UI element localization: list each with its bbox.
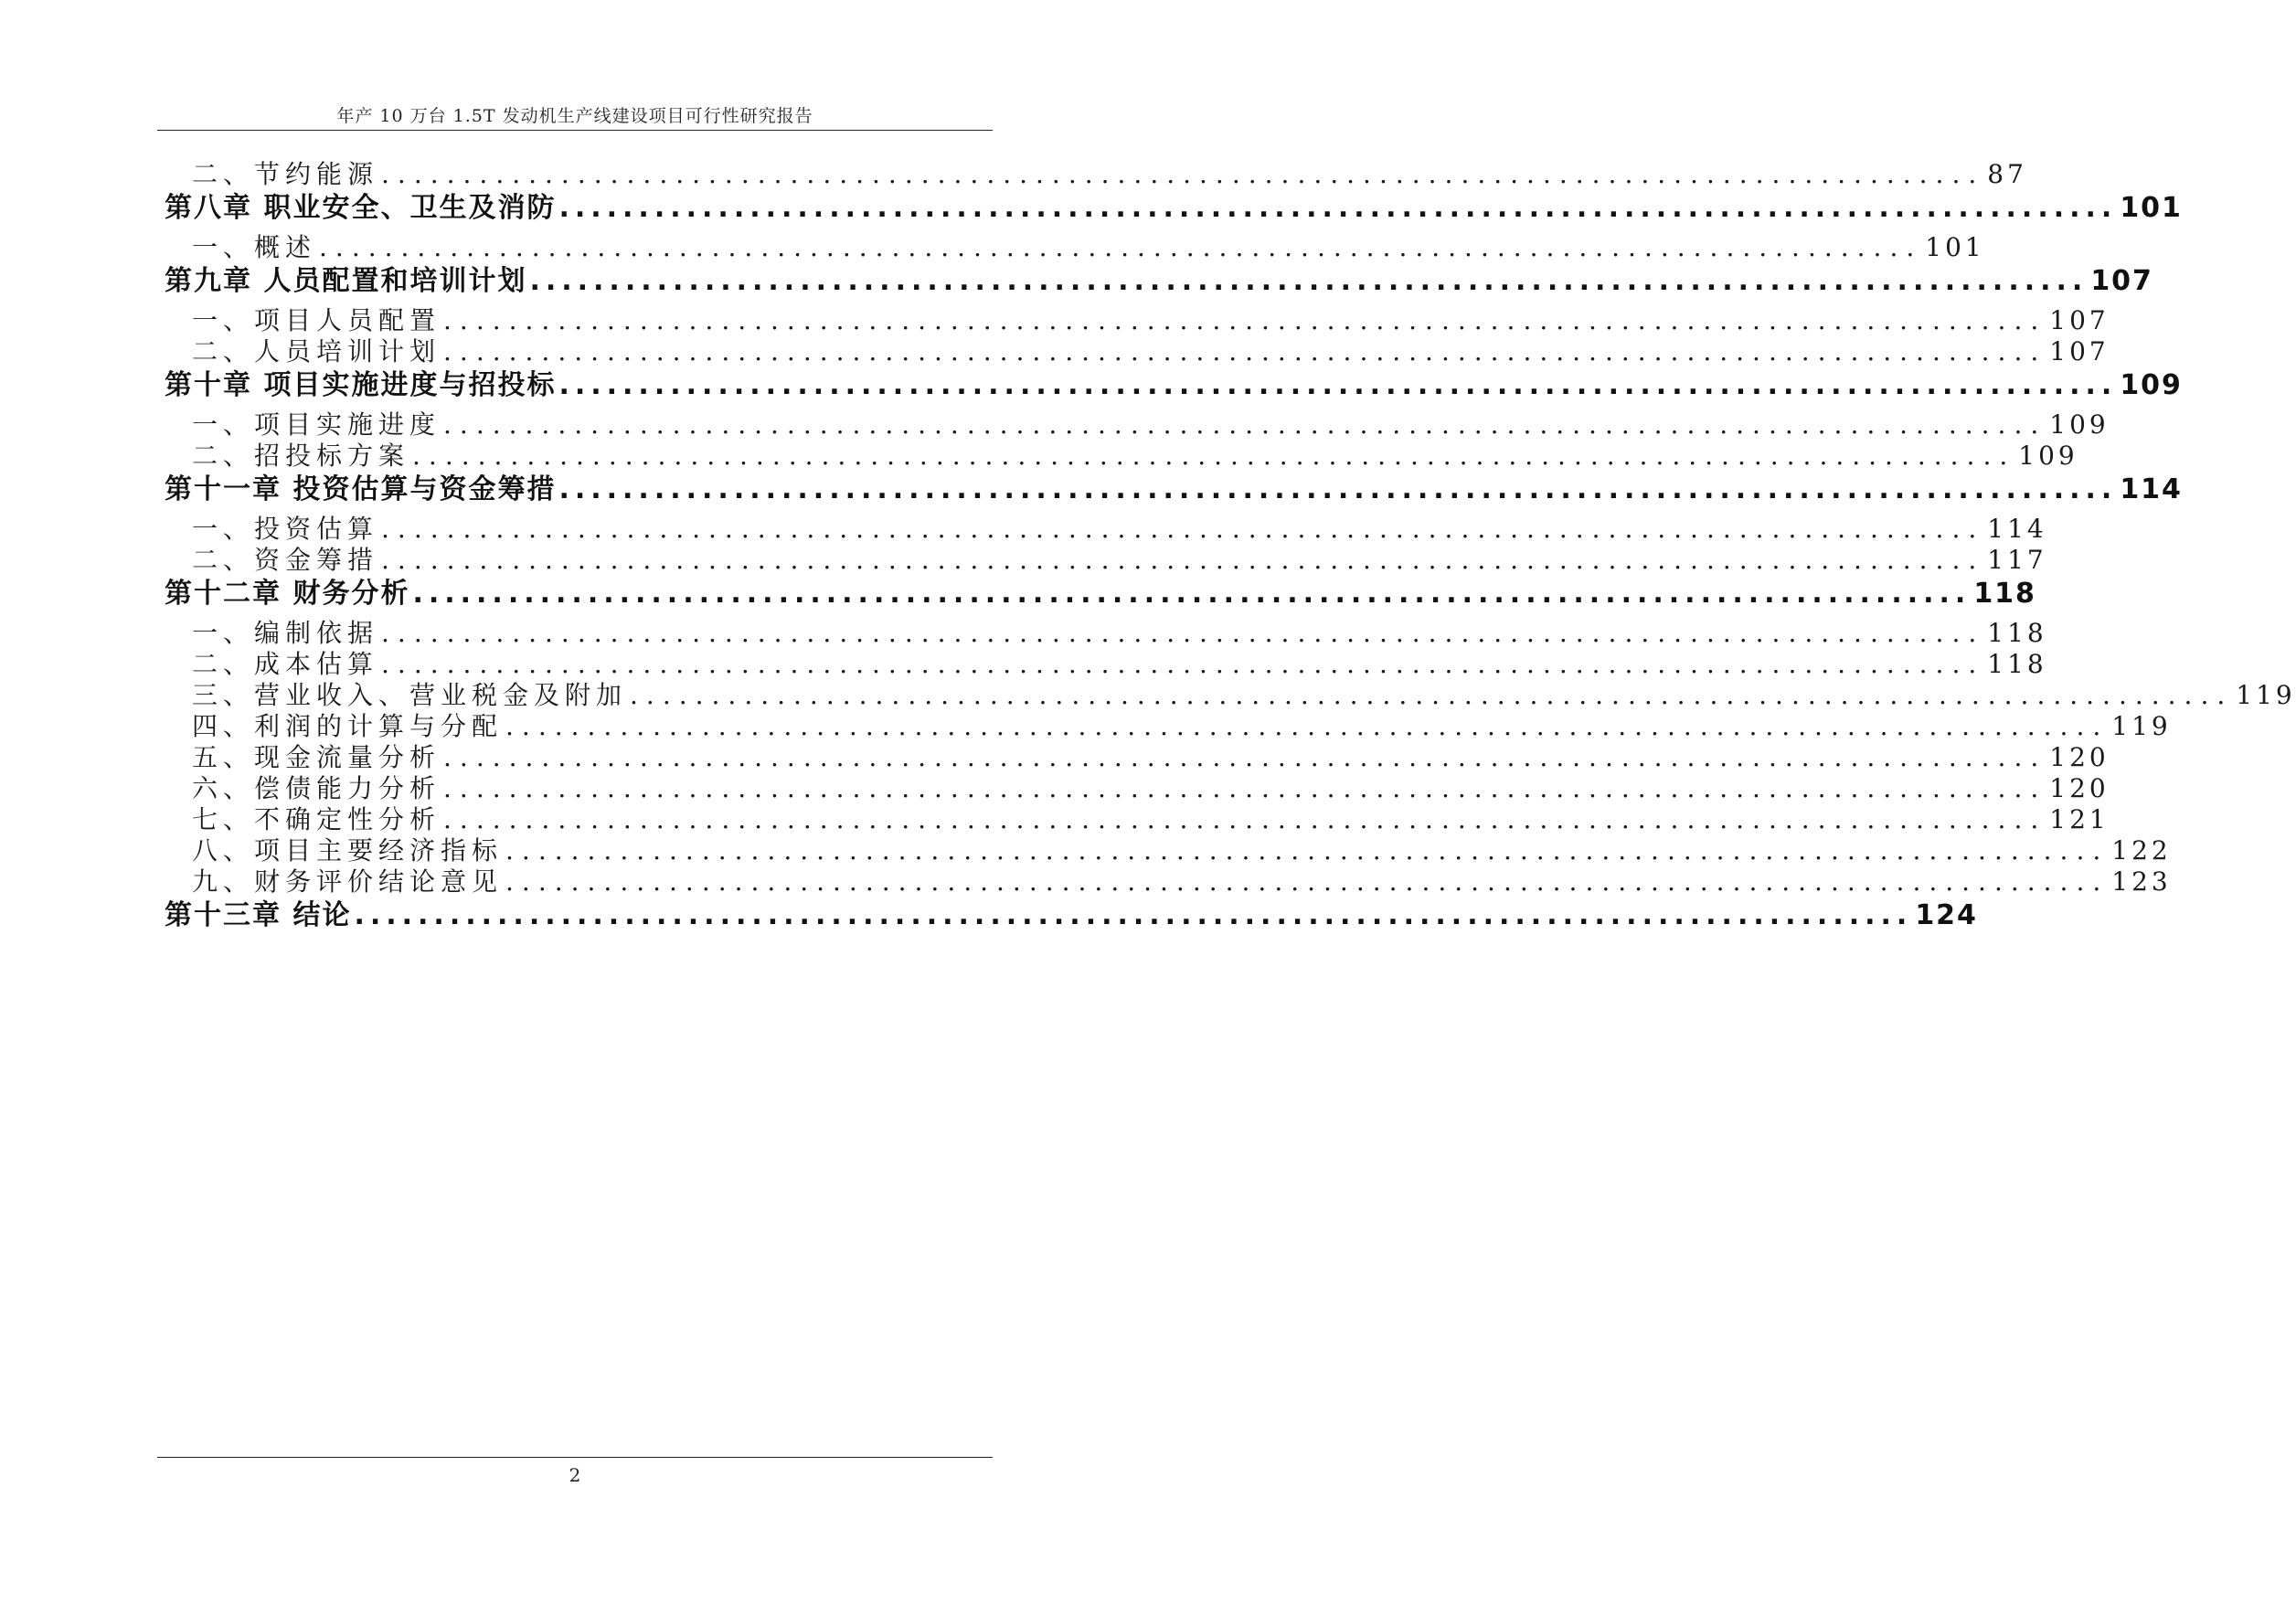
toc-entry-label: 四、利润的计算与分配 [192, 711, 504, 741]
toc-entry-label: 第八章 职业安全、卫生及消防 [165, 192, 557, 224]
dot-leader: .................................................................................................. [558, 192, 2118, 224]
dot-leader: .................................................................................................. [558, 369, 2118, 401]
dot-leader: .................................................................................................. [529, 265, 2089, 297]
toc-entry[interactable] [165, 305, 2110, 336]
dot-leader: .................................................................................................. [443, 804, 2047, 834]
toc-entry-label: 八、项目主要经济指标 [192, 835, 504, 866]
toc-entry[interactable] [165, 263, 2153, 300]
toc-entry-label: 第十一章 投资估算与资金筹措 [165, 473, 557, 505]
toc-entry-label: 第九章 人员配置和培训计划 [165, 265, 527, 297]
dot-leader: .................................................................................................. [412, 578, 1972, 610]
toc-entry[interactable] [165, 576, 2036, 612]
toc-entry-label: 第十二章 财务分析 [165, 578, 410, 610]
toc-entry[interactable] [165, 835, 2172, 866]
toc-entry-page: 120 [2049, 773, 2110, 803]
toc-entry-page: 120 [2049, 742, 2110, 772]
dot-leader: .................................................................................................. [381, 545, 1985, 575]
toc-entry[interactable] [165, 367, 2183, 404]
toc-entry[interactable] [165, 472, 2183, 508]
footer-rule [157, 1457, 993, 1458]
toc-entry[interactable] [165, 159, 2027, 190]
page-number: 2 [569, 1464, 581, 1486]
running-header: 年产 10 万台 1.5T 发动机生产线建设项目可行性研究报告 [336, 106, 813, 126]
toc-entry-label: 一、投资估算 [192, 514, 379, 544]
dot-leader: .................................................................................................. [443, 305, 2047, 335]
toc-entry[interactable] [165, 545, 2047, 576]
toc-entry-label: 一、项目实施进度 [192, 409, 441, 440]
toc-entry-page: 87 [1987, 159, 2027, 189]
dot-leader: .................................................................................................. [505, 711, 2110, 741]
toc-entry-page: 117 [1987, 545, 2047, 575]
toc-entry-label: 七、不确定性分析 [192, 804, 441, 834]
toc-entry[interactable] [165, 898, 1978, 934]
dot-leader: .................................................................................................. [381, 649, 1985, 679]
dot-leader: .................................................................................................. [558, 473, 2118, 505]
toc-entry-label: 六、偿债能力分析 [192, 773, 441, 803]
dot-leader: .................................................................................................. [381, 514, 1985, 544]
toc-entry[interactable] [165, 336, 2110, 367]
toc-entry-page: 121 [2049, 804, 2110, 834]
dot-leader: .................................................................................................. [381, 618, 1985, 648]
dot-leader: .................................................................................................. [505, 866, 2110, 897]
toc-entry[interactable] [165, 680, 2296, 711]
toc-entry-page: 107 [2049, 305, 2110, 335]
toc-entry[interactable] [165, 441, 2078, 472]
dot-leader: .................................................................................................. [354, 899, 1913, 931]
toc-entry[interactable] [165, 232, 1985, 263]
toc-entry-label: 二、资金筹措 [192, 545, 379, 575]
toc-entry-label: 第十三章 结论 [165, 899, 352, 931]
toc-entry[interactable] [165, 190, 2183, 227]
dot-leader: .................................................................................................. [505, 835, 2110, 866]
toc-entry-page: 118 [1973, 578, 2036, 610]
toc-entry[interactable] [165, 711, 2172, 742]
toc-entry-page: 114 [1987, 514, 2047, 544]
toc-entry-page: 101 [1925, 232, 1985, 262]
toc-entry[interactable] [165, 804, 2110, 835]
dot-leader: .................................................................................................. [412, 441, 2016, 471]
toc-entry-label: 二、成本估算 [192, 649, 379, 679]
toc-entry-page: 119 [2111, 711, 2172, 741]
toc-entry-page: 107 [2090, 265, 2153, 297]
toc-entry-label: 二、节约能源 [192, 159, 379, 189]
toc-entry-page: 123 [2111, 866, 2172, 897]
toc-entry-label: 三、营业收入、营业税金及附加 [192, 680, 628, 710]
dot-leader: .................................................................................................. [381, 159, 1985, 189]
toc-entry-label: 一、项目人员配置 [192, 305, 441, 335]
dot-leader: .................................................................................................. [443, 742, 2047, 772]
toc-entry[interactable] [165, 773, 2110, 804]
dot-leader: .................................................................................................. [319, 232, 1923, 262]
dot-leader: .................................................................................................. [630, 680, 2234, 710]
toc-entry-page: 109 [2018, 441, 2078, 471]
toc-entry-label: 五、现金流量分析 [192, 742, 441, 772]
toc-entry-page: 107 [2049, 336, 2110, 366]
toc-entry-page: 101 [2120, 192, 2183, 224]
toc-entry-label: 第十章 项目实施进度与招投标 [165, 369, 557, 401]
toc-entry-label: 九、财务评价结论意见 [192, 866, 504, 897]
toc-entry-page: 114 [2120, 473, 2183, 505]
toc-entry[interactable] [165, 649, 2047, 680]
toc-entry-label: 二、招投标方案 [192, 441, 410, 471]
dot-leader: .................................................................................................. [443, 336, 2047, 366]
header-rule [157, 130, 993, 131]
toc-entry[interactable] [165, 514, 2047, 545]
toc-entry-label: 二、人员培训计划 [192, 336, 441, 366]
dot-leader: .................................................................................................. [443, 409, 2047, 440]
toc-entry-page: 109 [2049, 409, 2110, 440]
toc-entry-page: 109 [2120, 369, 2183, 401]
toc-entry[interactable] [165, 409, 2110, 441]
toc-entry-label: 一、概述 [192, 232, 317, 262]
dot-leader: .................................................................................................. [443, 773, 2047, 803]
toc-entry-page: 119 [2236, 680, 2296, 710]
toc-entry[interactable] [165, 866, 2172, 898]
toc-entry[interactable] [165, 742, 2110, 773]
toc-entry-page: 124 [1915, 899, 1978, 931]
toc-entry-page: 118 [1987, 649, 2047, 679]
toc-entry-label: 一、编制依据 [192, 618, 379, 648]
toc-entry-page: 122 [2111, 835, 2172, 866]
toc-entry[interactable] [165, 618, 2047, 649]
toc-entry-page: 118 [1987, 618, 2047, 648]
